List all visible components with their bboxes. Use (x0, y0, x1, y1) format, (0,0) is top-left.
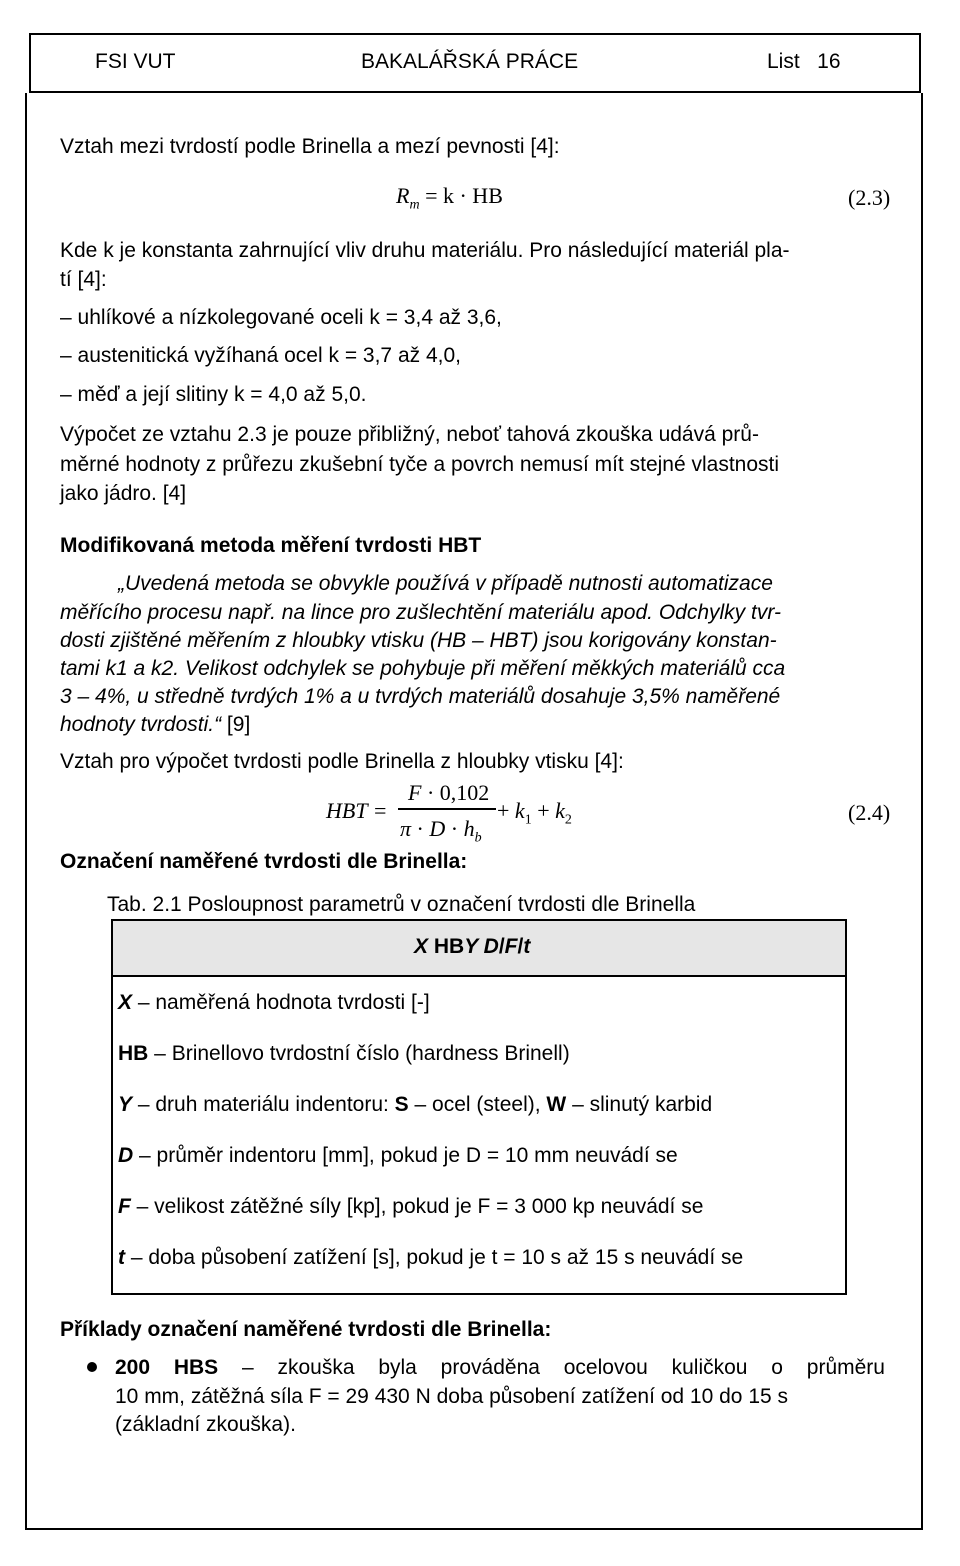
header-institution: FSI VUT (95, 50, 176, 73)
section-heading-hbt: Modifikovaná metoda měření tvrdosti HBT (60, 534, 482, 557)
example-text: – zkouška byla prováděna ocelovou kuličkou o průměru (242, 1356, 885, 1379)
eq1-rhs: = k · HB (425, 183, 503, 208)
table-row (118, 1091, 712, 1119)
row-text: – velikost zátěžné síly [kp], pokud je F = 3 000 kp neuvádí se (130, 1195, 704, 1218)
vypocet-line: Výpočet ze vztahu 2.3 je pouze přibližný, neboť tahová zkouška udává prů- (60, 423, 759, 446)
quote-line: měřícího procesu např. na lince pro zušlechtění materiálu apod. Odchylky tvr- (60, 601, 781, 624)
quote-line: „Uvedená metoda se obvykle používá v případě nutnosti automatizace (118, 572, 773, 595)
table-caption: Tab. 2.1 Posloupnost parametrů v označení tvrdosti dle Brinella (107, 893, 696, 916)
eq2-tail: + $k_1 + k_2$ (497, 798, 572, 828)
row-steel-text: – ocel (steel), (408, 1093, 547, 1116)
format-y: Y (464, 935, 478, 958)
eq2-pi: π (400, 816, 412, 841)
eq2-denominator: $\pi \cdot D \cdot h_b$ (400, 816, 482, 846)
eq1-subscript: m (409, 197, 420, 213)
section-heading-oznaceni: Označení naměřené tvrdosti dle Brinella: (60, 850, 468, 873)
table-header-format (414, 933, 530, 961)
row-key: HB (118, 1042, 149, 1065)
table-row (118, 1142, 678, 1170)
row-key: F (118, 1195, 131, 1218)
section-heading-priklady: Příklady označení naměřené tvrdosti dle Brinella: (60, 1318, 552, 1341)
header-title: BAKALÁŘSKÁ PRÁCE (361, 50, 579, 73)
table-row (118, 1040, 570, 1068)
quote-line: 3 – 4%, u středně tvrdých 1% a u tvrdých materiálů dosahuje 3,5% naměřené (60, 685, 781, 708)
eq2-lhs: HBT = (326, 798, 388, 823)
format-t: t (523, 935, 531, 958)
eq2-fraction-bar (398, 808, 496, 810)
kde-line-1: Kde k je konstanta zahrnující vliv druhu materiálu. Pro následující materiál pla- (60, 239, 790, 262)
row-text: – naměřená hodnota tvrdosti [-] (132, 991, 430, 1014)
header-page-number: List 16 (767, 50, 841, 73)
row-text: – druh materiálu indentoru: (132, 1093, 395, 1116)
eq2-den-sub: b (474, 830, 482, 846)
format-d: D (477, 935, 499, 958)
quote-line: tami k1 a k2. Velikost odchylek se pohybuje při měření měkkých materiálů cca (60, 657, 786, 680)
row-text: – Brinellovo tvrdostní číslo (hardness Brinell) (148, 1042, 570, 1065)
equation-2-3 (396, 183, 503, 213)
row-text: – doba působení zatížení [s], pokud je t = 10 s až 15 s neuvádí se (125, 1246, 744, 1269)
row-key: D (118, 1144, 134, 1167)
row-key: X (118, 991, 133, 1014)
format-x: X (414, 935, 429, 958)
equation-2-3-number: (2.3) (848, 185, 891, 210)
eq2-numerator: F · 0,102 (408, 780, 490, 805)
bullet-icon (87, 1362, 97, 1372)
table-row (118, 989, 430, 1017)
format-hb: HB (428, 935, 465, 958)
eq1-lhs: R (396, 183, 410, 208)
eq2-sub1: 1 (524, 812, 532, 828)
format-slash: / (498, 935, 505, 958)
vypocet-line: jako jádro. [4] (60, 482, 187, 505)
vztah-pro-paragraph: Vztah pro výpočet tvrdosti podle Brinella z hloubky vtisku [4]: (60, 750, 624, 773)
table-row (118, 1244, 743, 1272)
table-row (118, 1193, 703, 1221)
format-slash: / (517, 935, 524, 958)
material-list-item: – měď a její slitiny k = 4,0 až 5,0. (60, 383, 367, 406)
quote-line: hodnoty tvrdosti.“ (60, 713, 222, 736)
row-carbide-key: W (546, 1093, 567, 1116)
row-key: t (118, 1246, 125, 1269)
row-text: – průměr indentoru [mm], pokud je D = 10 mm neuvádí se (133, 1144, 678, 1167)
row-key: Y (118, 1093, 133, 1116)
quote-line: dosti zjištěné měřením z hloubky vtisku (HB – HBT) jsou korigovány konstan- (60, 629, 777, 652)
kde-line-2: tí [4]: (60, 268, 107, 291)
material-list-item: – uhlíkové a nízkolegované oceli k = 3,4 až 3,6, (60, 306, 502, 329)
equation-2-4-number: (2.4) (848, 800, 891, 825)
quote-last-line (60, 711, 250, 739)
example-line-1 (115, 1354, 885, 1382)
example-line-2: 10 mm, zátěžná síla F = 29 430 N doba působení zatížení od 10 do 15 s (115, 1385, 789, 1408)
material-list-item: – austenitická vyžíhaná ocel k = 3,7 až 4,0, (60, 344, 461, 367)
example-designation: 200 HBS (115, 1356, 219, 1379)
eq2-sub2: 2 (564, 812, 572, 828)
quote-reference: [9] (221, 713, 251, 736)
vypocet-line: měrné hodnoty z průřezu zkušební tyče a povrch nemusí mít stejné vlastnosti (60, 453, 780, 476)
row-carbide-text: – slinutý karbid (566, 1093, 713, 1116)
row-steel-key: S (394, 1093, 409, 1116)
format-f: F (504, 935, 518, 958)
example-line-3: (základní zkouška). (115, 1413, 296, 1436)
intro-paragraph: Vztah mezi tvrdostí podle Brinella a mezí pevnosti [4]: (60, 135, 560, 158)
